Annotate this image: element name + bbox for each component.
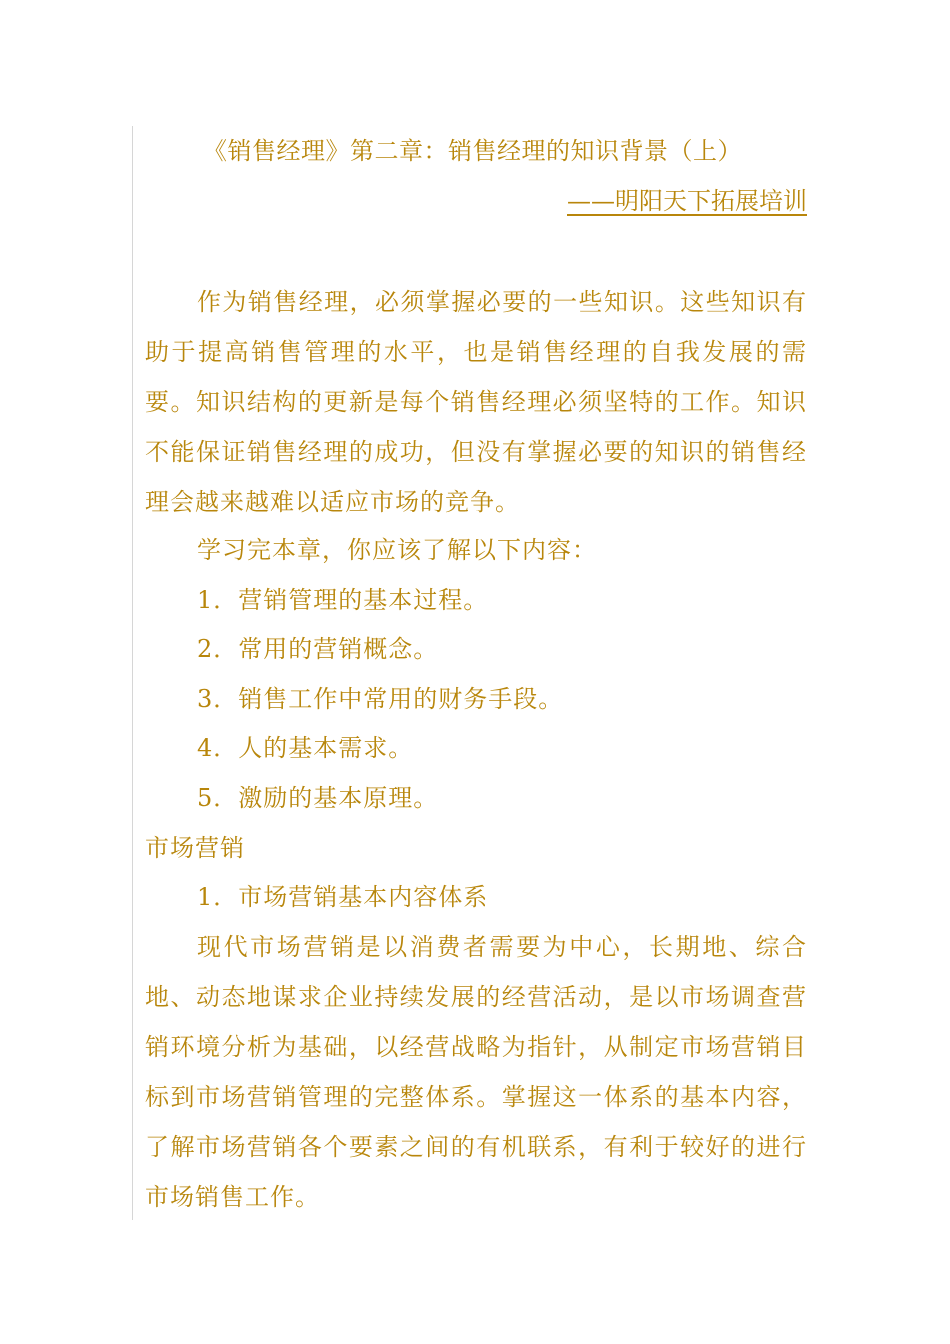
list-item: 5．激励的基本原理。 xyxy=(197,784,439,812)
page-margin-line xyxy=(132,126,133,1220)
document-title: 《销售经理》第二章：销售经理的知识背景（上） xyxy=(203,137,742,165)
list-item: 2．常用的营销概念。 xyxy=(197,635,439,663)
intro-paragraph: 作为销售经理，必须掌握必要的一些知识。这些知识有助于提高销售管理的水平，也是销售经理的自我发展的需要。知识结构的更新是每个销售经理必须坚特的工作。知识不能保证销售经理的成功，但没有掌握必要的知识的销售经理会越来越难以适应市场的竞争。 xyxy=(145,288,807,516)
list-item: 3．销售工作中常用的财务手段。 xyxy=(197,685,564,713)
section-paragraph: 现代市场营销是以消费者需要为中心，长期地、综合地、动态地谋求企业持续发展的经营活动，是以市场调查营销环境分析为基础，以经营战略为指针，从制定市场营销目标到市场营销管理的完整体系。掌握这一体系的基本内容，了解市场营销各个要素之间的有机联系，有利于较好的进行市场销售工作。 xyxy=(145,933,807,1211)
list-item: 1．营销管理的基本过程。 xyxy=(197,586,489,614)
subsection-heading: 1．市场营销基本内容体系 xyxy=(197,883,489,911)
list-item: 4．人的基本需求。 xyxy=(197,734,414,762)
learn-intro: 学习完本章，你应该了解以下内容： xyxy=(197,536,597,564)
section-heading: 市场营销 xyxy=(145,834,245,862)
document-subtitle: ——明阳天下拓展培训 xyxy=(567,187,807,215)
